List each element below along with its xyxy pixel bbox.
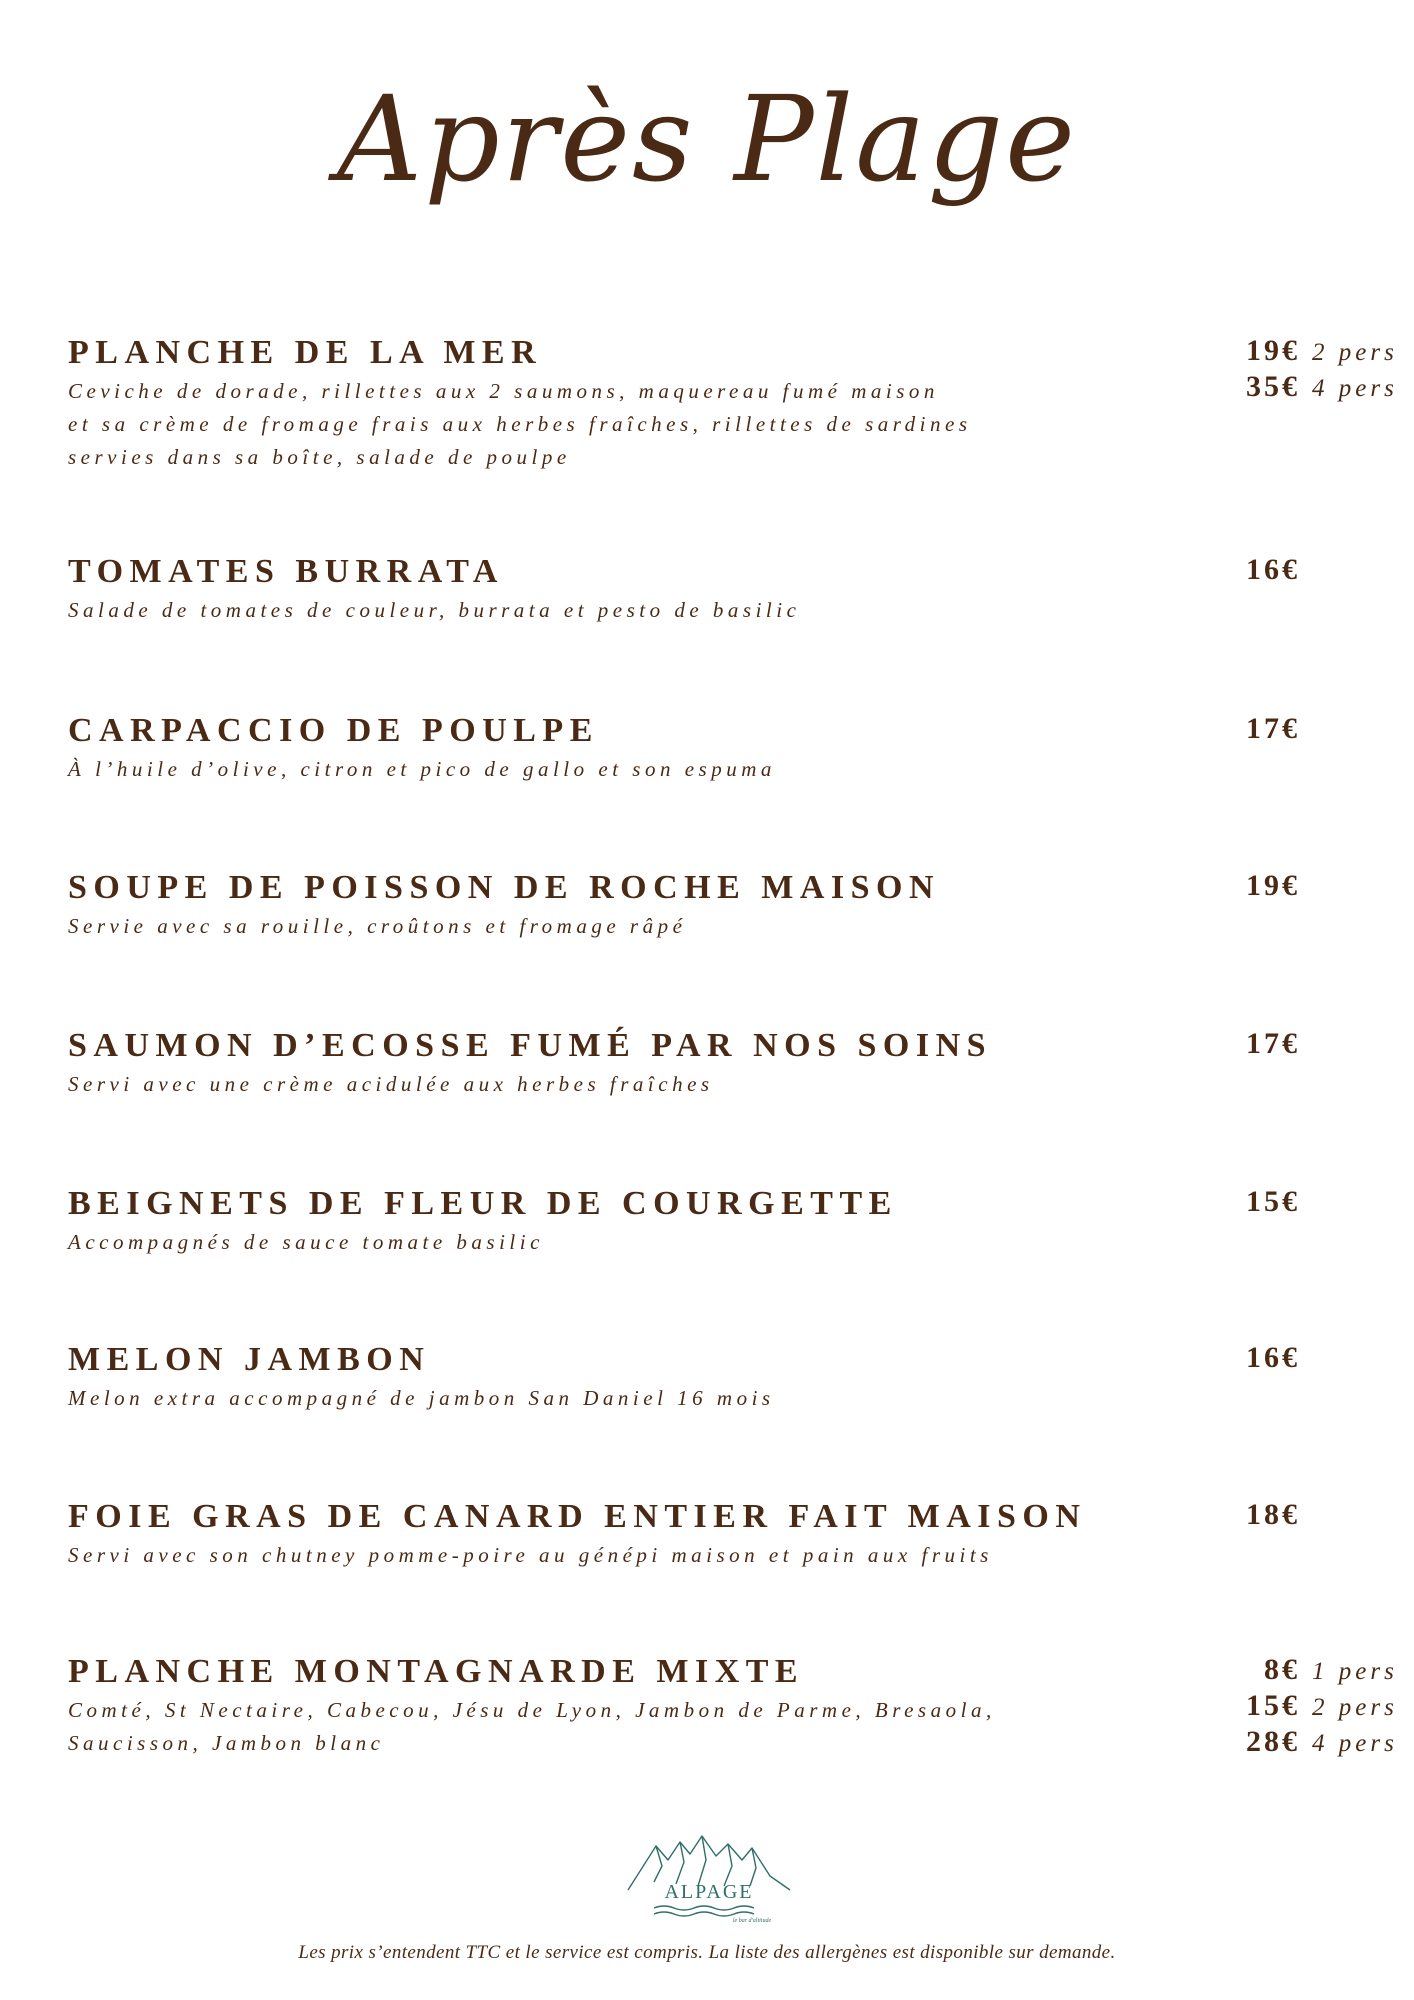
menu-item-prices [1168, 1340, 1414, 1376]
menu-item-description: servies dans sa boîte, salade de poulpe [68, 445, 571, 469]
menu-item-name: CARPACCIO DE POULPE [68, 712, 599, 749]
menu-item-name: BEIGNETS DE FLEUR DE COURGETTE [68, 1185, 898, 1222]
logo-tagline: le bar d'altitude [732, 1918, 772, 1924]
menu-item-description: Accompagnés de sauce tomate basilic [68, 1230, 544, 1254]
menu-item-prices [1168, 1026, 1414, 1062]
menu-item-prices [1168, 1652, 1414, 1760]
menu-item [68, 552, 1368, 627]
menu-item-description: Saucisson, Jambon blanc [68, 1731, 385, 1755]
alpage-logo [624, 1826, 794, 1926]
portion-size: 4 pers [1312, 1730, 1398, 1757]
menu-item [68, 1340, 1368, 1415]
menu-item-prices [1168, 333, 1414, 405]
menu-item [68, 1652, 1398, 1760]
price: 15€ [1246, 1689, 1300, 1722]
menu-title: Après Plage [337, 70, 1077, 208]
footer-note: Les prix s’entendent TTC et le service est compris. La liste des allergènes est disponible sur demande. [298, 1942, 1116, 1963]
menu-item-description: Servi avec une crème acidulée aux herbes fraîches [68, 1072, 714, 1096]
price: 8€ [1264, 1653, 1300, 1686]
portion-size: 2 pers [1312, 339, 1398, 366]
price: 16€ [1246, 1341, 1300, 1374]
price: 28€ [1246, 1725, 1300, 1758]
portion-size: 2 pers [1312, 1694, 1398, 1721]
menu-item-name: FOIE GRAS DE CANARD ENTIER FAIT MAISON [68, 1498, 1087, 1535]
menu-item [68, 868, 1368, 943]
menu-item-prices [1168, 711, 1414, 747]
price: 17€ [1246, 1027, 1300, 1060]
menu-item-prices [1168, 552, 1414, 588]
menu-item-name: PLANCHE MONTAGNARDE MIXTE [68, 1653, 805, 1690]
menu-item [68, 1497, 1368, 1572]
price: 16€ [1246, 553, 1300, 586]
portion-size: 4 pers [1312, 375, 1398, 402]
price: 19€ [1246, 334, 1300, 367]
portion-size: 1 pers [1312, 1658, 1398, 1685]
menu-item-description: Salade de tomates de couleur, burrata et pesto de basilic [68, 598, 801, 622]
menu-item-description: À l’huile d’olive, citron et pico de gallo et son espuma [68, 757, 776, 781]
menu-item-description: Melon extra accompagné de jambon San Daniel 16 mois [68, 1386, 775, 1410]
menu-item [68, 1184, 1368, 1259]
menu-item-prices [1168, 868, 1414, 904]
price: 18€ [1246, 1498, 1300, 1531]
menu-item-description: et sa crème de fromage frais aux herbes fraîches, rillettes de sardines [68, 412, 972, 436]
menu-item-description: Ceviche de dorade, rillettes aux 2 saumons, maquereau fumé maison [68, 379, 939, 403]
menu-item-name: SAUMON D’ECOSSE FUMÉ PAR NOS SOINS [68, 1027, 993, 1064]
logo-text: ALPAGE [664, 1881, 754, 1903]
menu-item-prices [1168, 1184, 1414, 1220]
mountain-logo-icon [624, 1826, 794, 1926]
menu-item [68, 1026, 1368, 1101]
menu-item-name: PLANCHE DE LA MER [68, 334, 543, 371]
menu-item-name: TOMATES BURRATA [68, 553, 504, 590]
menu-item [68, 333, 1398, 474]
menu-item-description: Servie avec sa rouille, croûtons et fromage râpé [68, 914, 687, 938]
menu-item-description: Comté, St Nectaire, Cabecou, Jésu de Lyon, Jambon de Parme, Bresaola, [68, 1698, 996, 1722]
menu-item-name: MELON JAMBON [68, 1341, 431, 1378]
price: 19€ [1246, 869, 1300, 902]
price: 17€ [1246, 712, 1300, 745]
menu-item-name: SOUPE DE POISSON DE ROCHE MAISON [68, 869, 941, 906]
menu-item [68, 711, 1368, 786]
price: 15€ [1246, 1185, 1300, 1218]
menu-item-description: Servi avec son chutney pomme-poire au génépi maison et pain aux fruits [68, 1543, 993, 1567]
menu-item-prices [1168, 1497, 1414, 1533]
price: 35€ [1246, 370, 1300, 403]
